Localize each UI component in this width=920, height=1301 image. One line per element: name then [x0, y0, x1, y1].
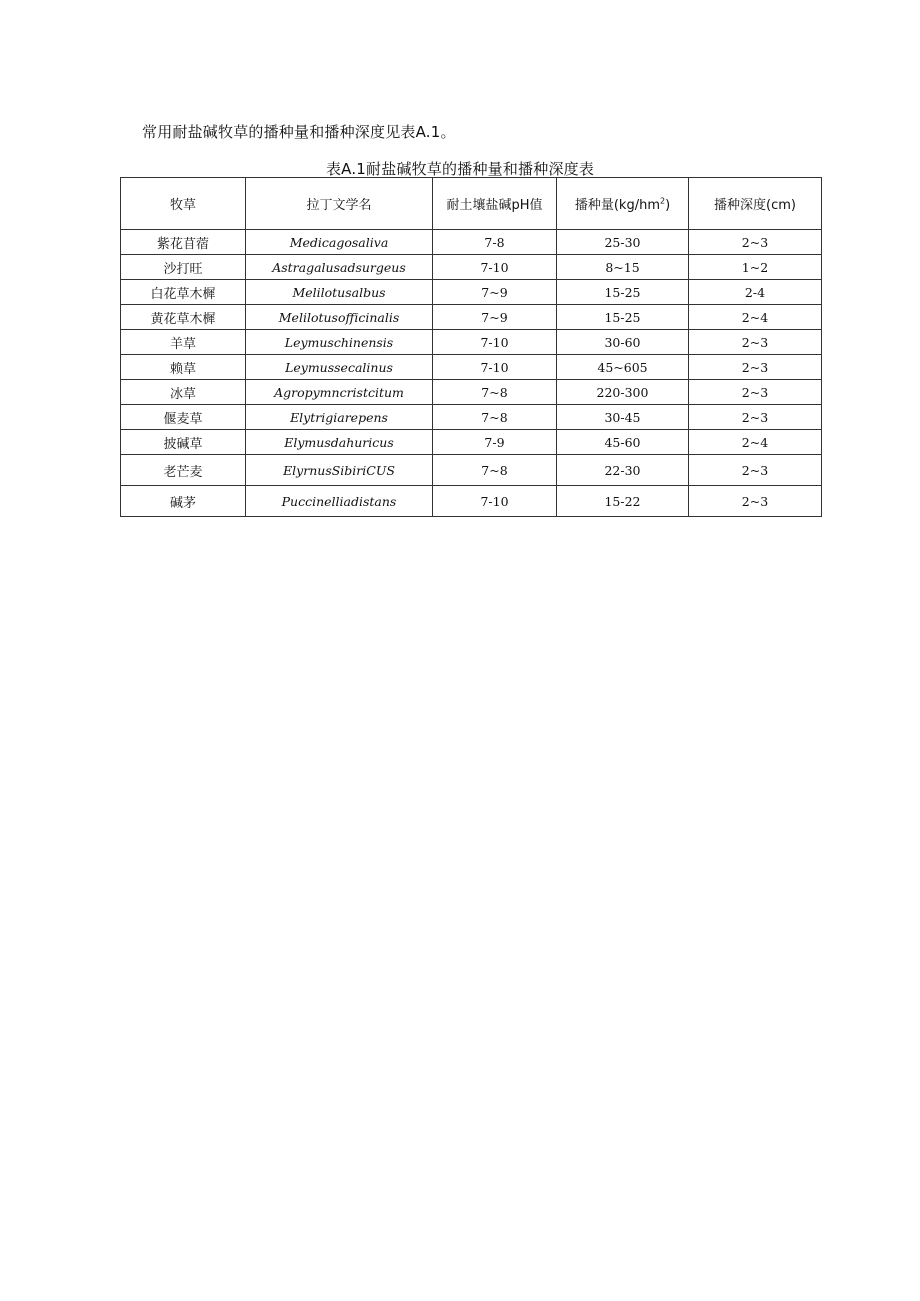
cell-latin: Melilotusalbus — [246, 280, 433, 305]
cell-latin: ElyrnusSibiriCUS — [246, 455, 433, 486]
cell-depth: 2-4 — [689, 280, 822, 305]
header-latin-name: 拉丁文学名 — [246, 178, 433, 230]
table-row — [121, 455, 822, 486]
cell-ph: 7-10 — [433, 330, 557, 355]
cell-rate: 45~605 — [557, 355, 689, 380]
cell-ph: 7~9 — [433, 305, 557, 330]
cell-rate: 15-25 — [557, 280, 689, 305]
cell-ph: 7~8 — [433, 405, 557, 430]
table-row — [121, 405, 822, 430]
cell-depth: 2~4 — [689, 430, 822, 455]
cell-depth: 2~3 — [689, 486, 822, 517]
cell-latin: Leymuschinensis — [246, 330, 433, 355]
header-seeding-rate-text: 播种量(kg/hm — [574, 198, 660, 213]
cell-rate: 15-25 — [557, 305, 689, 330]
cell-ph: 7-10 — [433, 355, 557, 380]
cell-depth: 2~3 — [689, 455, 822, 486]
table-row — [121, 280, 822, 305]
cell-ph: 7-8 — [433, 230, 557, 255]
cell-latin: Melilotusofficinalis — [246, 305, 433, 330]
table-row — [121, 255, 822, 280]
table-caption: 表A.1耐盐碱牧草的播种量和播种深度表 — [325, 160, 595, 178]
cell-latin: Agropymncristcitum — [246, 380, 433, 405]
cell-rate: 30-60 — [557, 330, 689, 355]
cell-forage: 白花草木樨 — [121, 280, 246, 305]
cell-ph: 7-10 — [433, 486, 557, 517]
cell-forage: 冰草 — [121, 380, 246, 405]
cell-rate: 220-300 — [557, 380, 689, 405]
table-header-row — [121, 178, 822, 230]
cell-ph: 7~9 — [433, 280, 557, 305]
table-row — [121, 330, 822, 355]
cell-ph: 7-10 — [433, 255, 557, 280]
cell-depth: 2~3 — [689, 330, 822, 355]
cell-ph: 7~8 — [433, 455, 557, 486]
cell-forage: 披碱草 — [121, 430, 246, 455]
cell-depth: 2~3 — [689, 405, 822, 430]
cell-depth: 2~3 — [689, 355, 822, 380]
cell-latin: Leymussecalinus — [246, 355, 433, 380]
cell-depth: 2~3 — [689, 380, 822, 405]
cell-rate: 25-30 — [557, 230, 689, 255]
cell-forage: 沙打旺 — [121, 255, 246, 280]
cell-latin: Elytrigiarepens — [246, 405, 433, 430]
table-row — [121, 230, 822, 255]
table-row — [121, 430, 822, 455]
cell-ph: 7~8 — [433, 380, 557, 405]
header-seeding-rate — [557, 178, 689, 230]
cell-ph: 7-9 — [433, 430, 557, 455]
cell-forage: 羊草 — [121, 330, 246, 355]
seeding-table — [120, 177, 822, 517]
cell-forage: 紫花苜蓿 — [121, 230, 246, 255]
cell-latin: Elymusdahuricus — [246, 430, 433, 455]
table-row — [121, 380, 822, 405]
header-forage: 牧草 — [121, 178, 246, 230]
cell-rate: 45-60 — [557, 430, 689, 455]
cell-depth: 2~3 — [689, 230, 822, 255]
cell-forage: 黄花草木樨 — [121, 305, 246, 330]
cell-latin: Astragalusadsurgeus — [246, 255, 433, 280]
header-seeding-rate-sup: 2 — [659, 196, 666, 206]
header-ph: 耐土壤盐碱pH值 — [433, 178, 557, 230]
cell-depth: 2~4 — [689, 305, 822, 330]
table-row — [121, 486, 822, 517]
cell-rate: 15-22 — [557, 486, 689, 517]
table-row — [121, 305, 822, 330]
cell-latin: Puccinelliadistans — [246, 486, 433, 517]
cell-latin: Medicagosaliva — [246, 230, 433, 255]
cell-forage: 赖草 — [121, 355, 246, 380]
table-row — [121, 355, 822, 380]
header-seeding-rate-close: ) — [665, 198, 671, 213]
cell-forage: 老芒麦 — [121, 455, 246, 486]
cell-rate: 22-30 — [557, 455, 689, 486]
header-seeding-depth: 播种深度(cm) — [689, 178, 822, 230]
cell-depth: 1~2 — [689, 255, 822, 280]
intro-paragraph: 常用耐盐碱牧草的播种量和播种深度见表A.1。 — [142, 123, 456, 141]
cell-forage: 偃麦草 — [121, 405, 246, 430]
cell-rate: 30-45 — [557, 405, 689, 430]
cell-forage: 碱茅 — [121, 486, 246, 517]
cell-rate: 8~15 — [557, 255, 689, 280]
